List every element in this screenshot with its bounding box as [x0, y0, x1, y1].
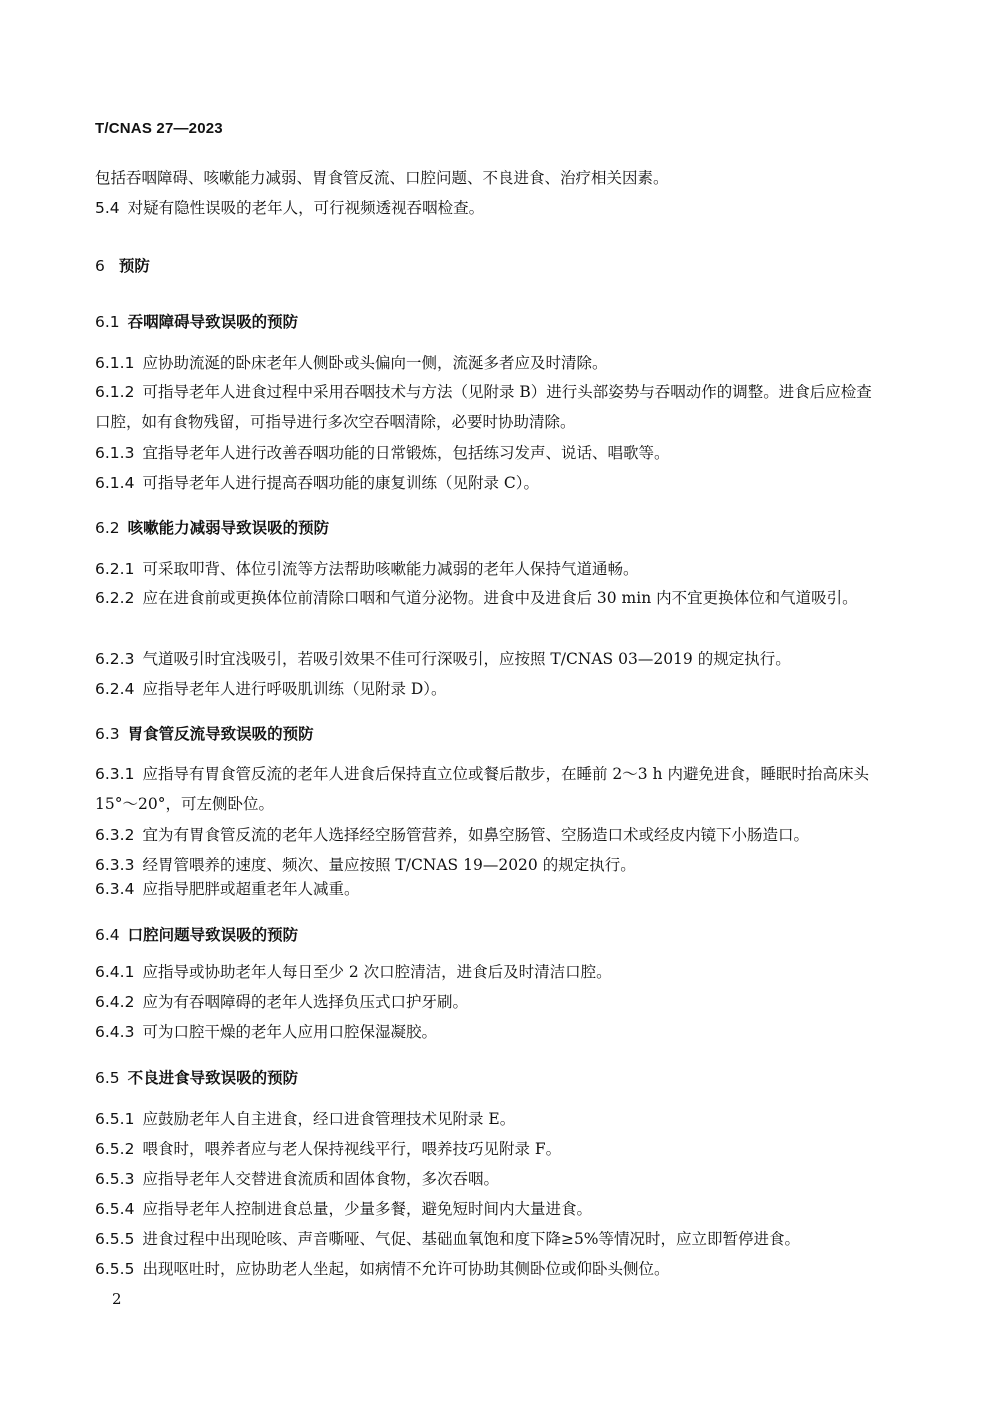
section-6-heading: 6 预防	[95, 257, 150, 275]
section-6-1-heading: 6.1 吞咽障碍导致误吸的预防	[95, 313, 299, 331]
section-6-4-heading: 6.4 口腔问题导致误吸的预防	[95, 926, 299, 944]
clause-5-4: 5.4 对疑有隐性误吸的老年人，可行视频透视吞咽检查。	[95, 199, 485, 217]
clause-6-3-1: 6.3.1 应指导有胃食管反流的老年人进食后保持直立位或餐后散步，在睡前 2～3 h 内避免进食，睡眠时抬高床头 15°～20°，可左侧卧位。	[95, 765, 869, 813]
section-6-5-heading: 6.5 不良进食导致误吸的预防	[95, 1069, 299, 1087]
clause-6-4-1: 6.4.1 应指导或协助老年人每日至少 2 次口腔清洁，进食后及时清洁口腔。	[95, 963, 612, 981]
section-6-3-heading: 6.3 胃食管反流导致误吸的预防	[95, 725, 314, 743]
clause-6-1-2: 6.1.2 可指导老年人进食过程中采用吞咽技术与方法（见附录 B）进行头部姿势与吞咽动作的调整。进食后应检查口腔，如有食物残留，可指导进行多次空吞咽清除，必要时协助清除。	[95, 383, 872, 431]
clause-6-1-4: 6.1.4 可指导老年人进行提高吞咽功能的康复训练（见附录 C）。	[95, 474, 539, 492]
clause-6-2-2: 6.2.2 应在进食前或更换体位前清除口咽和气道分泌物。进食中及进食后 30 min 内不宜更换体位和气道吸引。	[95, 589, 858, 607]
section-6-2-heading: 6.2 咳嗽能力减弱导致误吸的预防	[95, 519, 330, 537]
clause-6-5-5b: 6.5.5 出现呕吐时，应协助老人坐起，如病情不允许可协助其侧卧位或仰卧头侧位。	[95, 1260, 670, 1278]
clause-6-5-4: 6.5.4 应指导老年人控制进食总量，少量多餐，避免短时间内大量进食。	[95, 1200, 592, 1218]
clause-6-4-3: 6.4.3 可为口腔干燥的老年人应用口腔保湿凝胶。	[95, 1023, 437, 1041]
clause-6-5-3: 6.5.3 应指导老年人交替进食流质和固体食物，多次吞咽。	[95, 1170, 499, 1188]
clause-6-5-2: 6.5.2 喂食时，喂养者应与老人保持视线平行，喂养技巧见附录 F。	[95, 1140, 562, 1158]
clause-6-2-1: 6.2.1 可采取叩背、体位引流等方法帮助咳嗽能力减弱的老年人保持气道通畅。	[95, 560, 639, 578]
clause-6-5-5: 6.5.5 进食过程中出现呛咳、声音嘶哑、气促、基础血氧饱和度下降≥5%等情况时，应立即暂停进食。	[95, 1230, 801, 1248]
standard-code: T/CNAS 27—2023	[95, 120, 223, 137]
clause-6-4-2: 6.4.2 应为有吞咽障碍的老年人选择负压式口护牙刷。	[95, 993, 468, 1011]
paragraph-line: 包括吞咽障碍、咳嗽能力减弱、胃食管反流、口腔问题、不良进食、治疗相关因素。	[95, 169, 669, 187]
clause-6-3-3: 6.3.3 经胃管喂养的速度、频次、量应按照 T/CNAS 19—2020 的规定执行。	[95, 856, 636, 874]
clause-6-3-4: 6.3.4 应指导肥胖或超重老年人减重。	[95, 880, 360, 898]
clause-6-1-1: 6.1.1 应协助流涎的卧床老年人侧卧或头偏向一侧，流涎多者应及时清除。	[95, 354, 608, 372]
clause-6-2-4: 6.2.4 应指导老年人进行呼吸肌训练（见附录 D）。	[95, 680, 447, 698]
clause-6-5-1: 6.5.1 应鼓励老年人自主进食，经口进食管理技术见附录 E。	[95, 1110, 516, 1128]
clause-6-2-3: 6.2.3 气道吸引时宜浅吸引，若吸引效果不佳可行深吸引，应按照 T/CNAS 03—2019 的规定执行。	[95, 650, 791, 668]
page-number: 2	[112, 1290, 122, 1308]
clause-6-3-2: 6.3.2 宜为有胃食管反流的老年人选择经空肠管营养，如鼻空肠管、空肠造口术或经皮内镜下小肠造口。	[95, 826, 809, 844]
clause-6-1-3: 6.1.3 宜指导老年人进行改善吞咽功能的日常锻炼，包括练习发声、说话、唱歌等。	[95, 444, 670, 462]
